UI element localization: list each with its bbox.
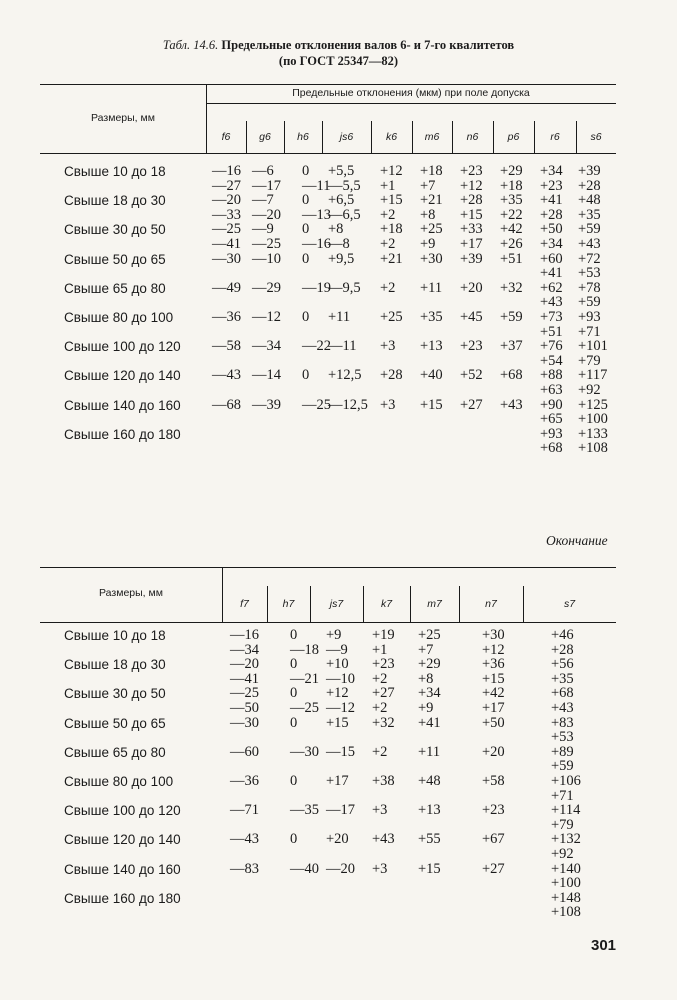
table-title: Предельные отклонения валов 6- и 7-го квалитетов [221,38,515,52]
table1-cell: +41 [540,265,563,282]
table2-cell: +20 [482,743,505,760]
table1-column-header: js6 [339,131,354,143]
table2-cell: —36 [230,773,259,789]
table1-row-label: Свыше 120 до 140 [64,368,181,384]
table1-cell: +59 [578,294,601,311]
table2-cell: +132 [551,831,581,848]
table2-cell: +42 [482,685,505,702]
table1-cell: +12 [380,163,403,179]
table2-header-bottom-rule [40,622,616,623]
table2-cell: +100 [551,875,581,892]
table2-cell: —20 [230,656,259,673]
table1-row-label: Свыше 65 до 80 [64,280,166,296]
table2-cell: —50 [230,700,259,716]
table1-cell: +8 [420,206,436,223]
table1-cell: +2 [380,236,396,252]
table1-cell: +28 [380,367,403,384]
table1-cell: +93 [578,309,601,325]
table2-cell: +2 [372,670,388,687]
table2-cell: +12 [326,685,349,702]
table2-cell: +140 [551,860,581,877]
table1-cell: —6 [252,163,274,179]
table2-top-rule [40,567,616,568]
table2-cell: +15 [418,860,441,877]
table1-cell: —20 [252,206,281,223]
table1-cell: —27 [212,177,241,194]
table1-cell: +125 [578,396,608,413]
table1-cell: +21 [380,250,403,267]
table1-cell: +41 [540,192,563,209]
table2-cell: +27 [372,685,395,702]
table1-cell: +18 [500,177,523,194]
table1-row-label: Свыше 30 до 50 [64,222,166,238]
table1-cell: +79 [578,352,601,369]
table2-cell: +9 [326,627,342,643]
table1-cell: —8 [328,236,350,252]
table2-cell: —25 [290,700,319,716]
table2-cell: +108 [551,904,581,921]
table1-cell: +88 [540,367,563,384]
table2-cell: +25 [418,627,441,643]
table2-cell: +7 [418,641,434,658]
table1-cell: —6,5 [328,206,361,223]
table1-cell: —25 [252,236,281,252]
table2-cell: —18 [290,641,319,658]
table2-column-header: m7 [427,598,442,610]
table2-cell: +34 [418,685,441,702]
table1-cell: —16 [212,163,241,179]
table1-cell: —16 [302,236,331,252]
table1-row-label: Свыше 100 до 120 [64,339,181,355]
table1-cell: +32 [500,279,523,296]
table1-cell: +29 [500,163,523,179]
table2-column-header: s7 [563,598,576,610]
table1-cell: +13 [420,338,443,355]
table2-row-label: Свыше 100 до 120 [64,803,181,819]
table-number: Табл. 14.6. [162,38,219,52]
table1-cell: +8 [328,221,344,238]
table2-cell: 0 [290,773,298,789]
table1-cell: +90 [540,396,563,413]
table1-cell: —11 [328,338,357,355]
table1-cell: +78 [578,279,601,296]
table1-cell: —43 [212,367,241,384]
table2-cell: +9 [418,700,434,716]
table1-row-label: Свыше 18 до 30 [64,193,166,209]
table1-cell: +23 [460,338,483,355]
table1-cell: +22 [500,206,523,223]
table1-cell: +42 [500,221,523,238]
table1-cell: +101 [578,338,608,355]
table1-header-bottom-rule [40,153,616,154]
table1-column-header: r6 [550,131,560,143]
table1-cell: +35 [578,206,601,223]
table2-cell: +50 [482,714,505,731]
table2-cell: +12 [482,641,505,658]
table2-cell: +17 [482,700,505,716]
table1-cell: —22 [302,338,331,355]
table2-cell: —30 [230,714,259,731]
table1-cell: —13 [302,206,331,223]
table1-cell: +15 [420,396,443,413]
table1-cell: +12,5 [328,367,362,384]
table1-cell: +35 [500,192,523,209]
table1-size-header: Размеры, мм [91,112,155,124]
table2-cell: +38 [372,773,395,789]
table2-cell: +114 [551,802,581,819]
table1-cell: +52 [460,367,483,384]
table2-cell: —35 [290,802,319,819]
table1-cell: —68 [212,396,241,413]
table1-cell: 0 [302,367,310,384]
table1-column-header: f6 [221,131,231,143]
table1-cell: +35 [420,309,443,325]
table2-cell: —25 [230,685,259,702]
table2-cell: +15 [482,670,505,687]
table2-column-header: n7 [485,598,497,610]
table2-cell: +15 [326,714,349,731]
table1-cell: —58 [212,338,241,355]
table2-cell: +89 [551,743,574,760]
table1-row-label: Свыше 160 до 180 [64,426,181,442]
table2-cell: +56 [551,656,574,673]
table1-cell: +72 [578,250,601,267]
table1-cell: +3 [380,338,396,355]
table2-cell: +36 [482,656,505,673]
table2-column-header: js7 [329,598,344,610]
table2-row-label: Свыше 120 до 140 [64,832,181,848]
table1-cell: +71 [578,323,601,340]
table1-cell: +9 [420,236,436,252]
table1-cell: +92 [578,382,601,398]
table2-cell: +1 [372,641,388,658]
table2-column-header: k7 [380,598,393,610]
table1-cell: +20 [460,279,483,296]
table2-cell: +28 [551,641,574,658]
table1-cell: +26 [500,236,523,252]
table1-column-header: k6 [385,131,398,143]
table2-cell: +23 [482,802,505,819]
table2-cell: +3 [372,860,388,877]
table1-row-label: Свыше 50 до 65 [64,251,166,267]
table2-row-label: Свыше 50 до 65 [64,715,166,731]
table1-column-header: g6 [259,131,271,143]
table1-cell: —49 [212,279,241,296]
table1-cell: +2 [380,206,396,223]
table2-cell: +92 [551,846,574,862]
table2-cell: +43 [372,831,395,848]
table2-cell: —17 [326,802,355,819]
table2-row-label: Свыше 160 до 180 [64,890,181,906]
table1-cell: —19 [302,279,331,296]
table1-cell: —17 [252,177,281,194]
table1-cell: 0 [302,192,310,209]
table2-row-label: Свыше 65 до 80 [64,744,166,760]
table1-row-label: Свыше 10 до 18 [64,164,166,179]
table1-cell: +51 [500,250,523,267]
table2-cell: —10 [326,670,355,687]
table1-cell: +11 [420,279,443,296]
table1-column-header: s6 [590,131,602,143]
table1-cell: —30 [212,250,241,267]
table1-cell: +40 [420,367,443,384]
table1-cell: +6,5 [328,192,355,209]
table1-cell: +48 [578,192,601,209]
table1-cell: +34 [540,236,563,252]
table1-cell: —14 [252,367,281,384]
table2-cell: 0 [290,714,298,731]
table2-cell: —43 [230,831,259,848]
table1-cell: +65 [540,411,563,428]
table2-cell: 0 [290,656,298,673]
table1-cell: —20 [212,192,241,209]
table2-cell: +68 [551,685,574,702]
table1-cell: +21 [420,192,443,209]
table2-cell: +2 [372,700,388,716]
table1-cell: +60 [540,250,563,267]
table2-cell: —15 [326,743,355,760]
table1-cell: —9 [252,221,274,238]
table1-column-header: h6 [297,131,309,143]
table1-cell: +28 [460,192,483,209]
table2-cell: +71 [551,787,574,804]
table2-cell: 0 [290,831,298,848]
table1-cell: —34 [252,338,281,355]
table1-cell: —10 [252,250,281,267]
table1-cell: +3 [380,396,396,413]
table2-cell: —16 [230,627,259,643]
table1-cell: —9,5 [328,279,361,296]
table1-cell: +5,5 [328,163,355,179]
table2-cell: +10 [326,656,349,673]
table1-cell: —12,5 [328,396,368,413]
table1-cell: +15 [380,192,403,209]
table2-cell: +53 [551,729,574,746]
table1-cell: +59 [578,221,601,238]
table2-cell: +29 [418,656,441,673]
table2-cell: +30 [482,627,505,643]
table1-cell: +51 [540,323,563,340]
page-number: 301 [591,937,617,954]
table1-top-rule [40,84,616,85]
table1-cell: +39 [578,163,601,179]
table1-cell: +133 [578,425,608,442]
table1-cell: +18 [380,221,403,238]
table1-cell: —33 [212,206,241,223]
table1-cell: —25 [212,221,241,238]
table2-cell: +32 [372,714,395,731]
table2-cell: 0 [290,627,298,643]
table1-column-header: p6 [507,131,520,143]
table2-cell: +43 [551,700,574,716]
table2-cell: —40 [290,860,319,877]
table1-cell: +28 [578,177,601,194]
table1-cell: +30 [420,250,443,267]
table2-row-label: Свыше 30 до 50 [64,686,166,702]
table2-cell: —60 [230,743,259,760]
table2-cell: +35 [551,670,574,687]
table1-group-rule [206,103,616,104]
table2-cell: +48 [418,773,441,789]
table1-cell: +11 [328,309,351,325]
table1-cell: +43 [540,294,563,311]
table1-cell: 0 [302,163,310,179]
table1-cell: +25 [420,221,443,238]
table2-cell: +11 [418,743,441,760]
table1-cell: —25 [302,396,331,413]
table2-cell: +55 [418,831,441,848]
table1-column-header: m6 [424,131,440,143]
table1-cell: +100 [578,411,608,428]
table1-cell: +117 [578,367,608,384]
table2-row-label: Свыше 140 до 160 [64,861,181,877]
table1-cell: 0 [302,309,310,325]
table1-cell: +73 [540,309,563,325]
table1-cell: +9,5 [328,250,355,267]
table1-cell: 0 [302,221,310,238]
table2-cell: —71 [230,802,259,819]
table2-cell: +20 [326,831,349,848]
table1-cell: +68 [500,367,523,384]
table2-size-header: Размеры, мм [99,587,163,599]
table2-cell: —21 [290,670,319,687]
table1-cell: +1 [380,177,396,194]
table1-cell: +33 [460,221,483,238]
table1-cell: +7 [420,177,436,194]
table2-cell: +8 [418,670,434,687]
table1-cell: +12 [460,177,483,194]
table1-cell: —39 [252,396,281,413]
table1-cell: +59 [500,309,523,325]
table2-cell: +19 [372,627,395,643]
table1-cell: +15 [460,206,483,223]
table1-cell: +43 [500,396,523,413]
table1-cell: +76 [540,338,563,355]
table2-cell: —9 [326,641,348,658]
table2-cell: —34 [230,641,259,658]
table1-cell: 0 [302,250,310,267]
table2-cell: +58 [482,773,505,789]
table1-cell: +23 [460,163,483,179]
table1-cell: —12 [252,309,281,325]
table1-cell: —41 [212,236,241,252]
table1-cell: +27 [460,396,483,413]
table2-cell: +83 [551,714,574,731]
table2-cell: +2 [372,743,388,760]
table1-cell: —7 [252,192,274,209]
table-subtitle: (по ГОСТ 25347—82) [278,54,399,68]
table2-column-header: h7 [282,598,295,610]
table1-cell: +23 [540,177,563,194]
table1-cell: +108 [578,440,608,457]
table1-cell: +18 [420,163,443,179]
table2-cell: +17 [326,773,349,789]
table1-cell: —29 [252,279,281,296]
table1-row-label: Свыше 140 до 160 [64,397,181,413]
table2-cell: +79 [551,816,574,833]
table1-cell: +25 [380,309,403,325]
table2-cell: +46 [551,627,574,643]
table2-cell: —41 [230,670,259,687]
table2-stub-divider [222,567,223,622]
table1-cell: +50 [540,221,563,238]
table1-cell: —11 [302,177,331,194]
table1-cell: +62 [540,279,563,296]
table2-row-label: Свыше 10 до 18 [64,628,166,643]
table1-cell: —5,5 [328,177,361,194]
table1-row-label: Свыше 80 до 100 [64,310,174,325]
table1-cell: +2 [380,279,396,296]
table1-cell: +93 [540,425,563,442]
table2-cell: +106 [551,773,581,789]
table1-cell: +43 [578,236,601,252]
table2-cell: +13 [418,802,441,819]
table1-cell: +34 [540,163,563,179]
table2-cell: —83 [230,860,259,877]
table2-cell: +3 [372,802,388,819]
table1-cell: +68 [540,440,563,457]
table1-cell: +37 [500,338,523,355]
table1-column-header: n6 [466,131,479,143]
table1-group-header: Предельные отклонения (мкм) при поле допуска [292,87,530,99]
table1-cell: +53 [578,265,601,282]
table2-cell: —30 [290,743,319,760]
table1-cell: +28 [540,206,563,223]
continuation-label: Окончание [546,533,608,548]
table2-cell: —20 [326,860,355,877]
table2-column-header: f7 [240,598,249,610]
table2-row-label: Свыше 80 до 100 [64,774,174,789]
table1-cell: +63 [540,382,563,398]
table2-cell: +67 [482,831,505,848]
table2-cell: +59 [551,758,574,775]
table1-cell: +45 [460,309,483,325]
table2-cell: +148 [551,889,581,906]
table2-cell: —12 [326,700,355,716]
table2-cell: 0 [290,685,298,702]
table1-cell: +39 [460,250,483,267]
table-caption [0,38,677,53]
table2-cell: +23 [372,656,395,673]
table2-cell: +27 [482,860,505,877]
table1-cell: —36 [212,309,241,325]
table1-cell: +54 [540,352,563,369]
table2-cell: +41 [418,714,441,731]
table2-row-label: Свыше 18 до 30 [64,657,166,673]
table1-cell: +17 [460,236,483,252]
